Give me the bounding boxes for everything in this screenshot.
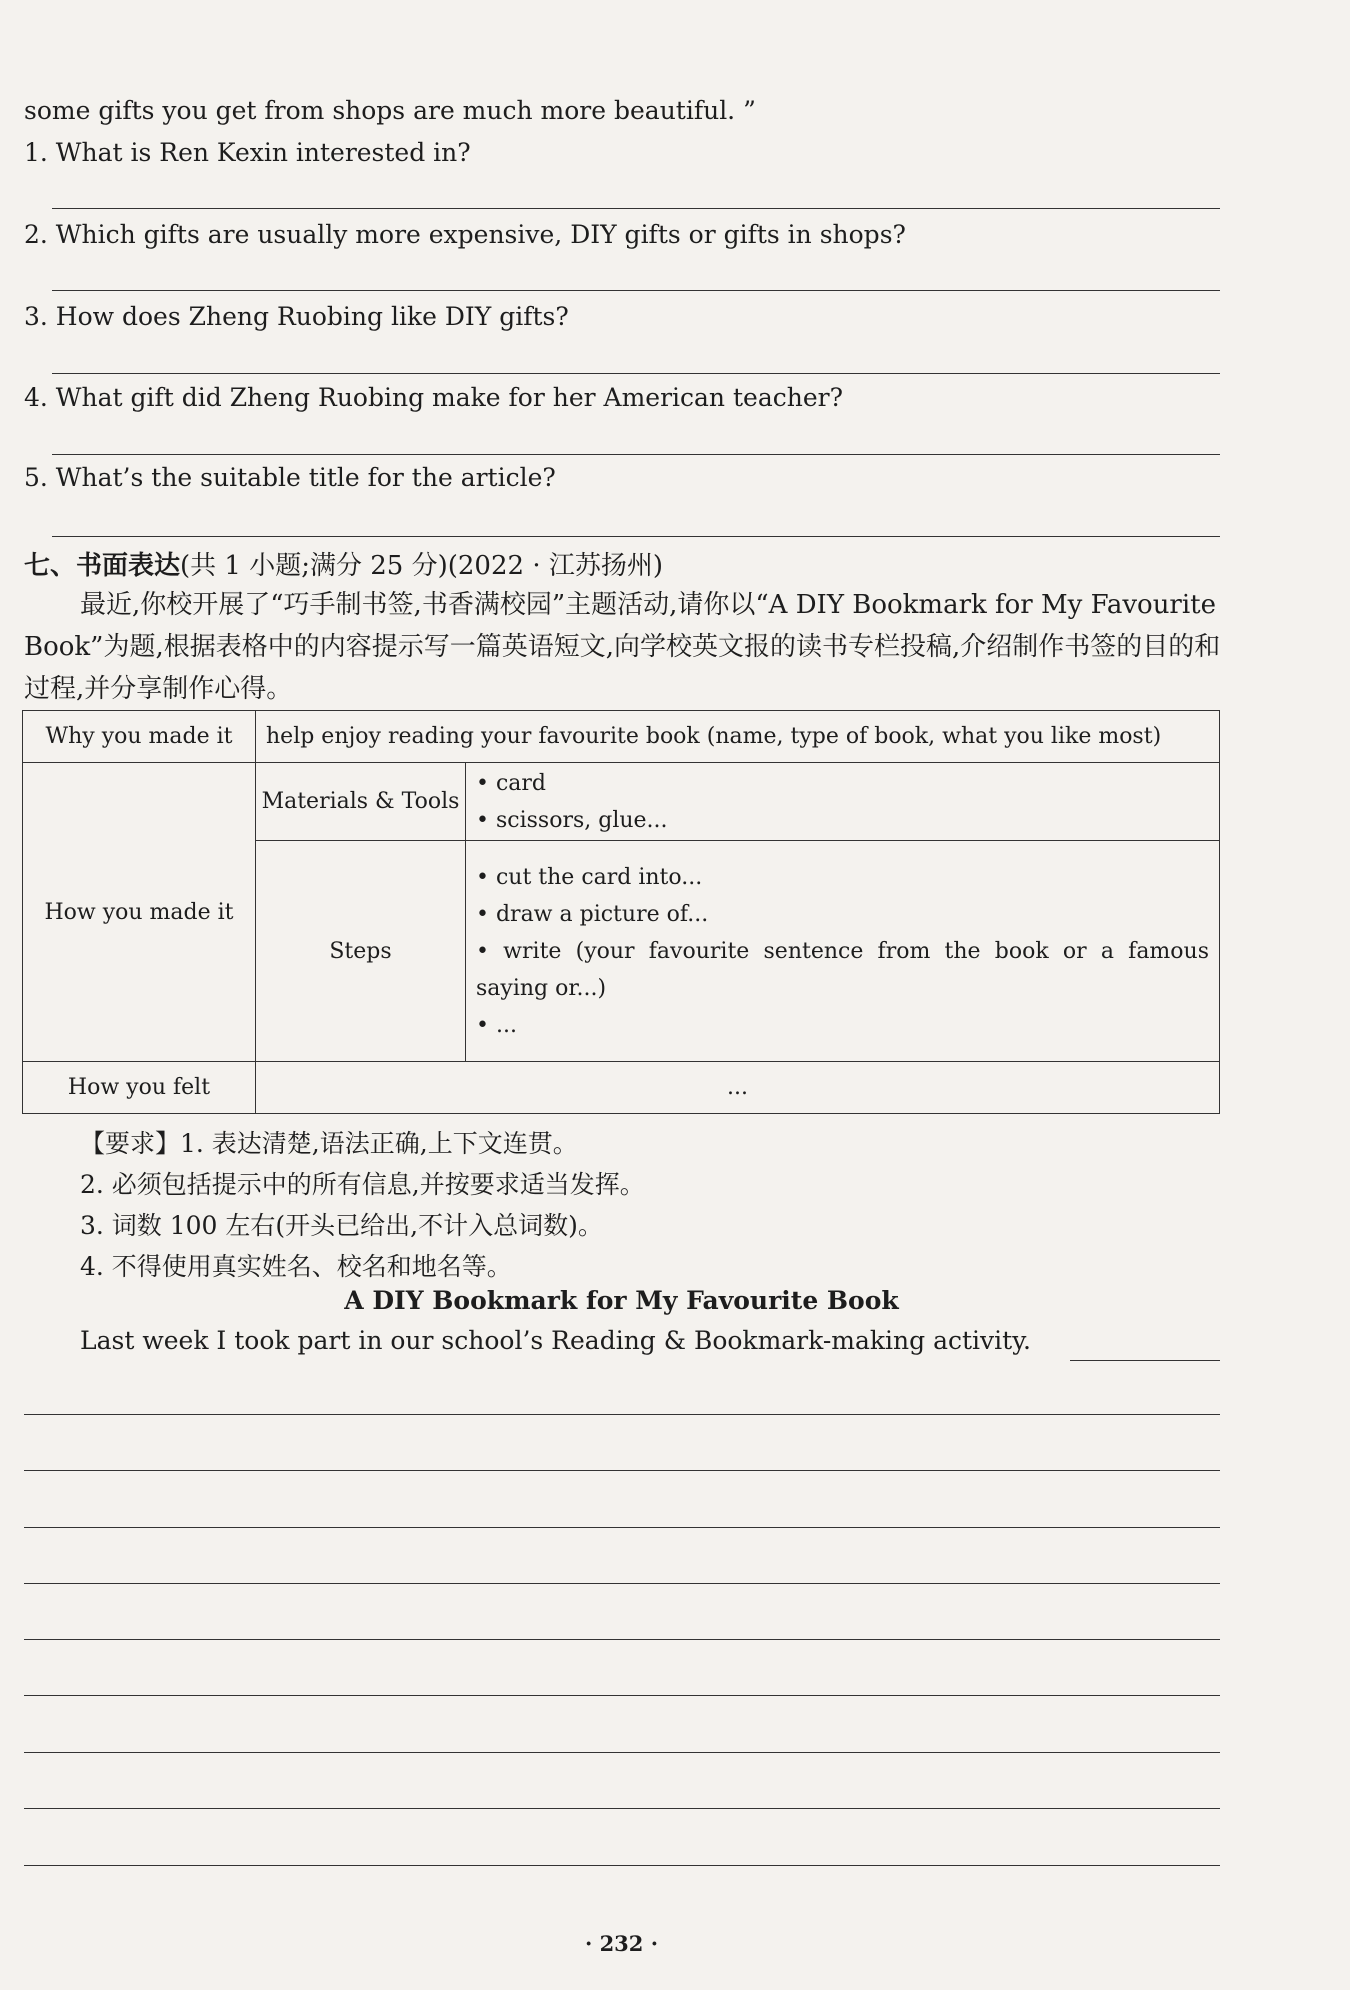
writing-line[interactable] bbox=[24, 1527, 1220, 1528]
section-meta: (共 1 小题;满分 25 分)(2022 · 江苏扬州) bbox=[180, 551, 663, 581]
requirement-2: 2. 必须包括提示中的所有信息,并按要求适当发挥。 bbox=[80, 1170, 645, 1199]
passage-continuation: some gifts you get from shops are much more beautiful. ” bbox=[24, 96, 756, 125]
essay-title: A DIY Bookmark for My Favourite Book bbox=[344, 1286, 899, 1315]
writing-line[interactable] bbox=[24, 1639, 1220, 1640]
writing-line[interactable] bbox=[24, 1808, 1220, 1809]
materials-label: Materials & Tools bbox=[256, 763, 466, 841]
writing-line[interactable] bbox=[24, 1470, 1220, 1471]
answer-line-5[interactable] bbox=[52, 536, 1220, 537]
answer-line-3[interactable] bbox=[52, 373, 1220, 374]
steps-item: • ... bbox=[476, 1012, 517, 1038]
how-label: How you made it bbox=[23, 763, 256, 1062]
requirement-3: 3. 词数 100 左右(开头已给出,不计入总词数)。 bbox=[80, 1211, 603, 1240]
question-2: 2. Which gifts are usually more expensive, DIY gifts or gifts in shops? bbox=[24, 220, 906, 249]
writing-line[interactable] bbox=[1070, 1360, 1220, 1361]
page-number: · 232 · bbox=[584, 1931, 659, 1956]
requirement-4: 4. 不得使用真实姓名、校名和地名等。 bbox=[80, 1252, 512, 1281]
writing-line[interactable] bbox=[24, 1583, 1220, 1584]
materials-item: • scissors, glue... bbox=[476, 807, 668, 833]
why-label: Why you made it bbox=[23, 711, 256, 763]
felt-label: How you felt bbox=[23, 1062, 256, 1114]
prompt-text: 最近,你校开展了“巧手制书签,书香满校园”主题活动,请你以“A DIY Bookmark for My Favourite Book”为题,根据表格中的内容提示写一篇英语短文,向学校英文报的读书专栏投稿,介绍制作书签的目的和过程,并分享制作心得。 bbox=[24, 590, 1221, 704]
answer-line-2[interactable] bbox=[52, 290, 1220, 291]
writing-line[interactable] bbox=[24, 1752, 1220, 1753]
requirement-1: 【要求】1. 表达清楚,语法正确,上下文连贯。 bbox=[80, 1129, 578, 1158]
section-title: 七、书面表达 bbox=[24, 551, 181, 581]
writing-section-heading bbox=[24, 545, 663, 582]
writing-line[interactable] bbox=[24, 1414, 1220, 1415]
steps-list bbox=[466, 841, 1220, 1062]
materials-list bbox=[466, 763, 1220, 841]
writing-line[interactable] bbox=[24, 1695, 1220, 1696]
materials-item: • card bbox=[476, 770, 547, 796]
essay-opening: Last week I took part in our school’s Reading & Bookmark-making activity. bbox=[80, 1326, 1031, 1355]
why-content: help enjoy reading your favourite book (name, type of book, what you like most) bbox=[256, 711, 1220, 763]
felt-content: ... bbox=[256, 1062, 1220, 1114]
steps-item: • cut the card into... bbox=[476, 864, 703, 890]
question-3: 3. How does Zheng Ruobing like DIY gifts? bbox=[24, 302, 569, 331]
question-5: 5. What’s the suitable title for the article? bbox=[24, 463, 556, 492]
steps-item: • write (your favourite sentence from the book or a famous saying or...) bbox=[476, 938, 1209, 1001]
writing-line[interactable] bbox=[24, 1865, 1220, 1866]
writing-prompt bbox=[24, 584, 1222, 710]
hint-table bbox=[22, 710, 1220, 1114]
steps-item: • draw a picture of... bbox=[476, 901, 709, 927]
steps-label: Steps bbox=[256, 841, 466, 1062]
question-1: 1. What is Ren Kexin interested in? bbox=[24, 138, 471, 167]
answer-line-4[interactable] bbox=[52, 454, 1220, 455]
question-4: 4. What gift did Zheng Ruobing make for her American teacher? bbox=[24, 383, 843, 412]
answer-line-1[interactable] bbox=[52, 208, 1220, 209]
